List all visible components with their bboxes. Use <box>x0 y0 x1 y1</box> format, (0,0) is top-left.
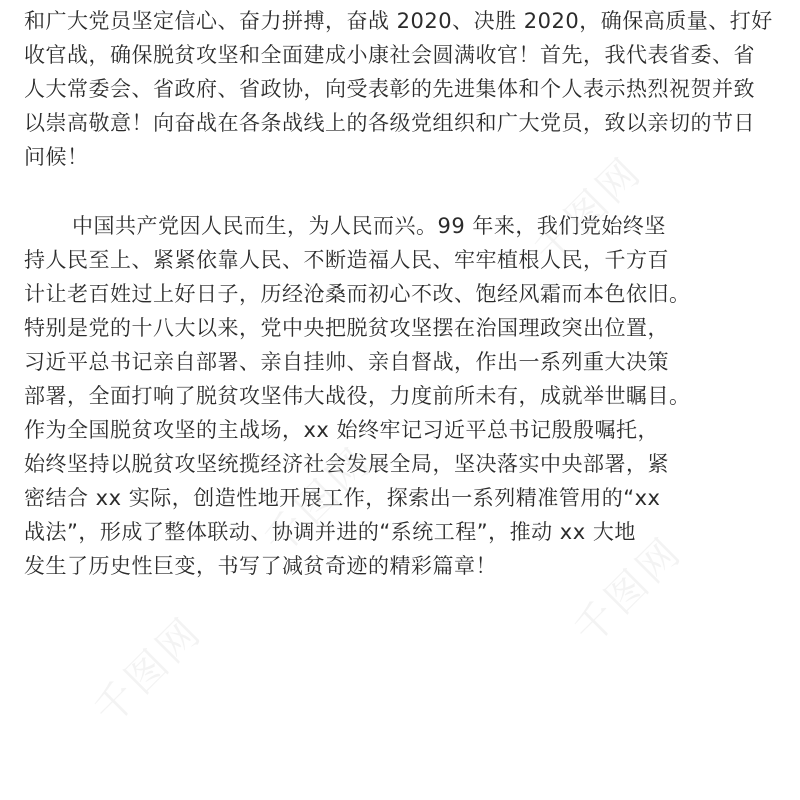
text-line: 部署，全面打响了脱贫攻坚伟大战役，力度前所未有，成就举世瞩目。 <box>24 384 691 408</box>
watermark-text: 千图网 <box>565 528 692 654</box>
text-line: 密结合 xx 实际，创造性地开展工作，探索出一系列精准管用的“xx <box>24 486 661 510</box>
text-line: 人大常委会、省政府、省政协，向受表彰的先进集体和个人表示热烈祝贺并致 <box>24 77 755 101</box>
paragraph-first-line: 中国共产党因人民而生，为人民而兴。99 年来，我们党始终坚 <box>72 214 666 238</box>
text-line: 始终坚持以脱贫攻坚统揽经济社会发展全局，坚决落实中央部署，紧 <box>24 452 669 476</box>
text-line: 战法”，形成了整体联动、协调并进的“系统工程”，推动 xx 大地 <box>24 520 636 544</box>
text-line: 计让老百姓过上好日子，历经沧桑而初心不改、饱经风霜而本色依旧。 <box>24 282 691 306</box>
text-line: 收官战，确保脱贫攻坚和全面建成小康社会圆满收官！首先，我代表省委、省 <box>24 43 755 67</box>
watermark-text: 千图网 <box>85 608 212 734</box>
text-line: 发生了历史性巨变，书写了减贫奇迹的精彩篇章！ <box>24 554 497 578</box>
text-line: 作为全国脱贫攻坚的主战场，xx 始终牢记习近平总书记殷殷嘱托， <box>24 418 660 442</box>
watermark-text: 千图网 <box>255 438 382 564</box>
text-line: 问候！ <box>24 145 89 169</box>
watermark-text: 千图网 <box>525 148 652 274</box>
text-line: 持人民至上、紧紧依靠人民、不断造福人民、牢牢植根人民，千方百 <box>24 248 669 272</box>
text-line: 习近平总书记亲自部署、亲自挂帅、亲自督战，作出一系列重大决策 <box>24 350 669 374</box>
text-line: 特别是党的十八大以来，党中央把脱贫攻坚摆在治国理政突出位置， <box>24 316 669 340</box>
text-line: 和广大党员坚定信心、奋力拼搏，奋战 2020、决胜 2020，确保高质量、打好 <box>24 9 773 33</box>
text-line: 以崇高敬意！向奋战在各条战线上的各级党组织和广大党员，致以亲切的节日 <box>24 111 755 135</box>
